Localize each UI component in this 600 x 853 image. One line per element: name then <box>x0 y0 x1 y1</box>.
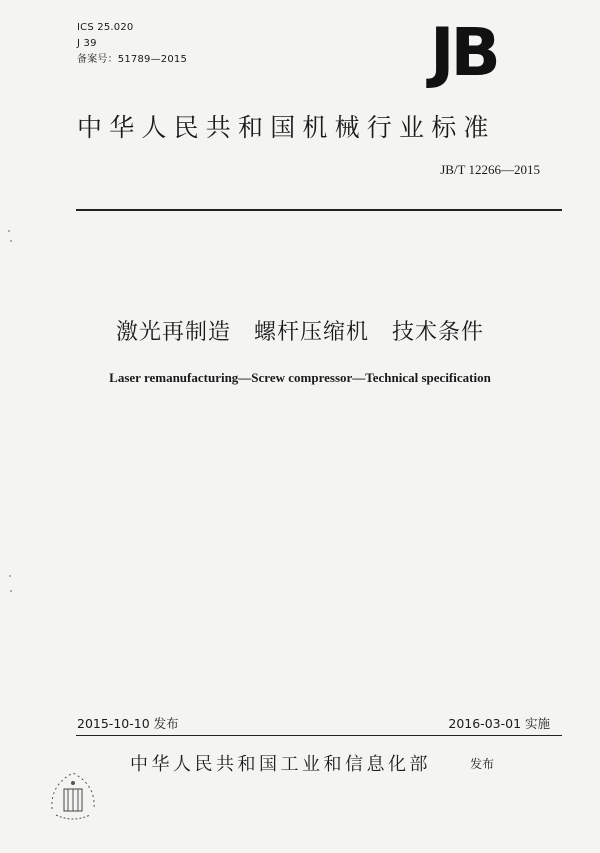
ministry-seal-icon <box>42 765 104 827</box>
top-rule <box>76 209 562 211</box>
bottom-rule <box>76 735 562 736</box>
issue-date: 2015-10-10 发布 <box>77 716 179 731</box>
scan-speck <box>10 240 12 242</box>
issuer-suffix: 发布 <box>470 757 495 771</box>
ics-code: ICS 25.020 <box>77 22 134 33</box>
scan-speck <box>10 590 12 592</box>
standard-number: JB/T 12266—2015 <box>440 162 540 177</box>
scan-speck <box>9 575 11 577</box>
issuer-name: 中华人民共和国工业和信息化部 <box>130 754 431 775</box>
document-title-english: Laser remanufacturing—Screw compressor—Technical specification <box>109 370 491 385</box>
standard-title: 中华人民共和国机械行业标准 <box>77 113 496 142</box>
scan-speck <box>8 230 10 232</box>
implementation-date: 2016-03-01 实施 <box>448 716 550 731</box>
filing-number: 备案号：51789—2015 <box>77 54 188 65</box>
document-title-chinese: 激光再制造 螺杆压缩机 技术条件 <box>115 320 484 345</box>
jb-logo: JB <box>430 14 497 91</box>
ccs-code: J 39 <box>77 38 97 49</box>
